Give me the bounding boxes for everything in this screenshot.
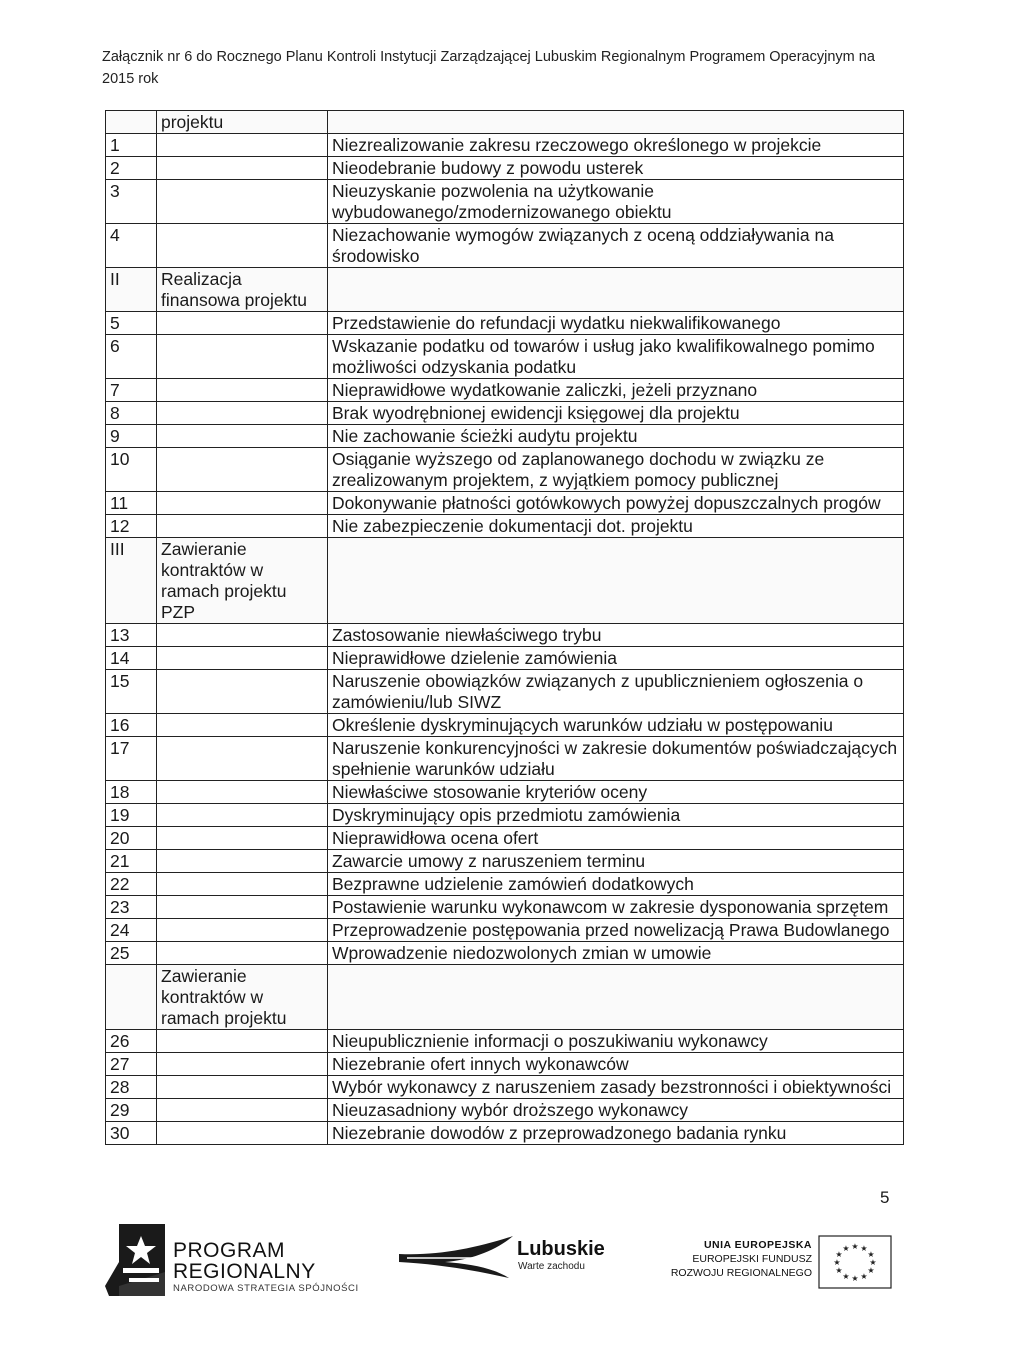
table-row xyxy=(106,804,904,827)
section-title-cell xyxy=(157,873,328,896)
svg-text:★: ★ xyxy=(842,1244,850,1253)
section-title-cell xyxy=(157,425,328,448)
table-row xyxy=(106,670,904,714)
table-section-row xyxy=(106,111,904,134)
section-title-cell xyxy=(157,335,328,379)
description-cell: Bezprawne udzielenie zamówień dodatkowych xyxy=(328,873,904,896)
section-title-cell xyxy=(157,647,328,670)
section-title-cell xyxy=(157,492,328,515)
table-row xyxy=(106,942,904,965)
description-cell: Niezebranie ofert innych wykonawców xyxy=(328,1053,904,1076)
svg-text:★: ★ xyxy=(860,1272,868,1281)
table-row xyxy=(106,224,904,268)
description-cell: Nieprawidłowe dzielenie zamówienia xyxy=(328,647,904,670)
row-number-cell: 26 xyxy=(106,1030,157,1053)
row-number-cell: 12 xyxy=(106,515,157,538)
eu-line-1: UNIA EUROPEJSKA xyxy=(703,1239,812,1251)
program-line-1: PROGRAM xyxy=(173,1239,286,1262)
table-row xyxy=(106,1099,904,1122)
description-cell xyxy=(328,538,904,624)
table-row xyxy=(106,624,904,647)
description-cell: Zawarcie umowy z naruszeniem terminu xyxy=(328,850,904,873)
table-row xyxy=(106,647,904,670)
svg-text:★: ★ xyxy=(851,1242,859,1251)
table-row xyxy=(106,896,904,919)
row-number-cell: 24 xyxy=(106,919,157,942)
description-cell: Brak wyodrębnionej ewidencji księgowej dla projektu xyxy=(328,402,904,425)
table-row xyxy=(106,714,904,737)
section-title-cell: Zawieranie kontraktów w ramach projektu PZP xyxy=(157,538,328,624)
row-number-cell: 4 xyxy=(106,224,157,268)
description-cell: Nieuzasadniony wybór droższego wykonawcy xyxy=(328,1099,904,1122)
section-title-cell xyxy=(157,1030,328,1053)
section-title-cell xyxy=(157,134,328,157)
table-row xyxy=(106,402,904,425)
description-cell: Zastosowanie niewłaściwego trybu xyxy=(328,624,904,647)
section-title-cell xyxy=(157,1053,328,1076)
description-cell: Postawienie warunku wykonawcom w zakresie dysponowania sprzętem xyxy=(328,896,904,919)
section-title-cell xyxy=(157,942,328,965)
description-cell: Dokonywanie płatności gotówkowych powyżej dopuszczalnych progów xyxy=(328,492,904,515)
table-body xyxy=(106,111,904,1145)
row-number-cell: 6 xyxy=(106,335,157,379)
description-cell: Osiąganie wyższego od zaplanowanego dochodu w związku ze zrealizowanym projektem, z wyjątkiem pomocy publicznej xyxy=(328,448,904,492)
section-title-cell xyxy=(157,379,328,402)
svg-text:★: ★ xyxy=(842,1272,850,1281)
table-section-row xyxy=(106,538,904,624)
description-cell: Nie zachowanie ścieżki audytu projektu xyxy=(328,425,904,448)
row-number-cell: 5 xyxy=(106,312,157,335)
description-cell: Wybór wykonawcy z naruszeniem zasady bezstronności i obiektywności xyxy=(328,1076,904,1099)
description-cell: Nieprawidłowe wydatkowanie zaliczki, jeżeli przyznano xyxy=(328,379,904,402)
row-number-cell: 25 xyxy=(106,942,157,965)
section-title-cell xyxy=(157,1099,328,1122)
svg-text:★: ★ xyxy=(851,1274,859,1283)
eu-flag-icon xyxy=(818,1235,892,1289)
section-title-cell xyxy=(157,896,328,919)
svg-text:★: ★ xyxy=(869,1258,877,1267)
table-section-row xyxy=(106,268,904,312)
description-cell: Wskazanie podatku od towarów i usług jako kwalifikowalnego pomimo możliwości odzyskania podatku xyxy=(328,335,904,379)
section-title-cell xyxy=(157,1122,328,1145)
table-row xyxy=(106,781,904,804)
description-cell: Określenie dyskryminujących warunków udziału w postępowaniu xyxy=(328,714,904,737)
row-number-cell: 10 xyxy=(106,448,157,492)
lubuskie-name: Lubuskie xyxy=(517,1238,605,1260)
description-cell: Naruszenie konkurencyjności w zakresie dokumentów poświadczających spełnienie warunków udziału xyxy=(328,737,904,781)
table-row xyxy=(106,1122,904,1145)
section-title-cell xyxy=(157,804,328,827)
description-cell: Niezrealizowanie zakresu rzeczowego określonego w projekcie xyxy=(328,134,904,157)
section-title-cell: projektu xyxy=(157,111,328,134)
table-row xyxy=(106,134,904,157)
table-row xyxy=(106,737,904,781)
table-row xyxy=(106,919,904,942)
irregularities-table xyxy=(105,110,904,1145)
description-cell xyxy=(328,268,904,312)
svg-text:★: ★ xyxy=(867,1250,875,1259)
row-number-cell: II xyxy=(106,268,157,312)
program-line-2: REGIONALNY xyxy=(173,1260,316,1283)
description-cell: Niewłaściwe stosowanie kryteriów oceny xyxy=(328,781,904,804)
section-title-cell xyxy=(157,157,328,180)
program-regionalny-text xyxy=(173,1240,316,1282)
section-title-cell xyxy=(157,714,328,737)
row-number-cell: 15 xyxy=(106,670,157,714)
section-title-cell xyxy=(157,737,328,781)
description-cell: Przedstawienie do refundacji wydatku niekwalifikowanego xyxy=(328,312,904,335)
table-row xyxy=(106,1030,904,1053)
section-title-cell xyxy=(157,312,328,335)
row-number-cell: 9 xyxy=(106,425,157,448)
section-title-cell xyxy=(157,180,328,224)
row-number-cell: 7 xyxy=(106,379,157,402)
section-title-cell xyxy=(157,670,328,714)
row-number-cell xyxy=(106,111,157,134)
table-row xyxy=(106,180,904,224)
row-number-cell: III xyxy=(106,538,157,624)
section-title-cell xyxy=(157,402,328,425)
table-row xyxy=(106,873,904,896)
svg-text:★: ★ xyxy=(835,1266,843,1275)
row-number-cell: 18 xyxy=(106,781,157,804)
table-section-row xyxy=(106,965,904,1030)
program-subtitle: NARODOWA STRATEGIA SPÓJNOŚCI xyxy=(173,1283,359,1294)
svg-text:★: ★ xyxy=(835,1250,843,1259)
description-cell: Niezebranie dowodów z przeprowadzonego badania rynku xyxy=(328,1122,904,1145)
header-line-1: Załącznik nr 6 do Rocznego Planu Kontroli Instytucji Zarządzającej Lubuskim Regionalnym Programem Operacyjnym na xyxy=(102,49,875,65)
table-row xyxy=(106,312,904,335)
section-title-cell: Zawieranie kontraktów w ramach projektu xyxy=(157,965,328,1030)
header-line-2: 2015 rok xyxy=(102,71,159,87)
lubuskie-swoosh-icon xyxy=(397,1234,515,1282)
row-number-cell: 28 xyxy=(106,1076,157,1099)
table-row xyxy=(106,157,904,180)
eu-line-3: ROZWOJU REGIONALNEGO xyxy=(670,1267,812,1279)
table-row xyxy=(106,425,904,448)
row-number-cell xyxy=(106,965,157,1030)
section-title-cell xyxy=(157,515,328,538)
row-number-cell: 29 xyxy=(106,1099,157,1122)
description-cell xyxy=(328,111,904,134)
row-number-cell: 11 xyxy=(106,492,157,515)
svg-text:★: ★ xyxy=(833,1258,841,1267)
row-number-cell: 13 xyxy=(106,624,157,647)
row-number-cell: 21 xyxy=(106,850,157,873)
section-title-cell: Realizacja finansowa projektu xyxy=(157,268,328,312)
row-number-cell: 2 xyxy=(106,157,157,180)
table-row xyxy=(106,335,904,379)
eu-line-2: EUROPEJSKI FUNDUSZ xyxy=(692,1253,812,1265)
row-number-cell: 17 xyxy=(106,737,157,781)
description-cell: Dyskryminujący opis przedmiotu zamówienia xyxy=(328,804,904,827)
row-number-cell: 20 xyxy=(106,827,157,850)
row-number-cell: 19 xyxy=(106,804,157,827)
section-title-cell xyxy=(157,1076,328,1099)
table-row xyxy=(106,492,904,515)
description-cell: Nieuzyskanie pozwolenia na użytkowanie wybudowanego/zmodernizowanego obiektu xyxy=(328,180,904,224)
description-cell: Nieodebranie budowy z powodu usterek xyxy=(328,157,904,180)
table-row xyxy=(106,515,904,538)
row-number-cell: 8 xyxy=(106,402,157,425)
description-cell xyxy=(328,965,904,1030)
section-title-cell xyxy=(157,919,328,942)
page-number: 5 xyxy=(880,1188,890,1207)
row-number-cell: 27 xyxy=(106,1053,157,1076)
eu-fund-text xyxy=(650,1238,812,1280)
row-number-cell: 1 xyxy=(106,134,157,157)
table-row xyxy=(106,1076,904,1099)
description-cell: Niezachowanie wymogów związanych z oceną oddziaływania na środowisko xyxy=(328,224,904,268)
section-title-cell xyxy=(157,827,328,850)
row-number-cell: 30 xyxy=(106,1122,157,1145)
description-cell: Nieprawidłowa ocena ofert xyxy=(328,827,904,850)
section-title-cell xyxy=(157,224,328,268)
table-row xyxy=(106,827,904,850)
row-number-cell: 14 xyxy=(106,647,157,670)
row-number-cell: 3 xyxy=(106,180,157,224)
svg-text:★: ★ xyxy=(860,1244,868,1253)
description-cell: Nie zabezpieczenie dokumentacji dot. projektu xyxy=(328,515,904,538)
description-cell: Wprowadzenie niedozwolonych zmian w umowie xyxy=(328,942,904,965)
section-title-cell xyxy=(157,850,328,873)
svg-text:★: ★ xyxy=(867,1266,875,1275)
table-row xyxy=(106,1053,904,1076)
row-number-cell: 22 xyxy=(106,873,157,896)
table-row xyxy=(106,850,904,873)
description-cell: Naruszenie obowiązków związanych z upublicznieniem ogłoszenia o zamówieniu/lub SIWZ xyxy=(328,670,904,714)
table-row xyxy=(106,448,904,492)
section-title-cell xyxy=(157,448,328,492)
description-cell: Nieupublicznienie informacji o poszukiwaniu wykonawcy xyxy=(328,1030,904,1053)
table-row xyxy=(106,379,904,402)
section-title-cell xyxy=(157,624,328,647)
row-number-cell: 23 xyxy=(106,896,157,919)
row-number-cell: 16 xyxy=(106,714,157,737)
program-regionalny-logo-icon xyxy=(105,1222,167,1300)
description-cell: Przeprowadzenie postępowania przed nowelizacją Prawa Budowlanego xyxy=(328,919,904,942)
lubuskie-slogan: Warte zachodu xyxy=(518,1261,585,1272)
document-header xyxy=(102,46,902,90)
footer-logos xyxy=(105,1222,905,1312)
section-title-cell xyxy=(157,781,328,804)
